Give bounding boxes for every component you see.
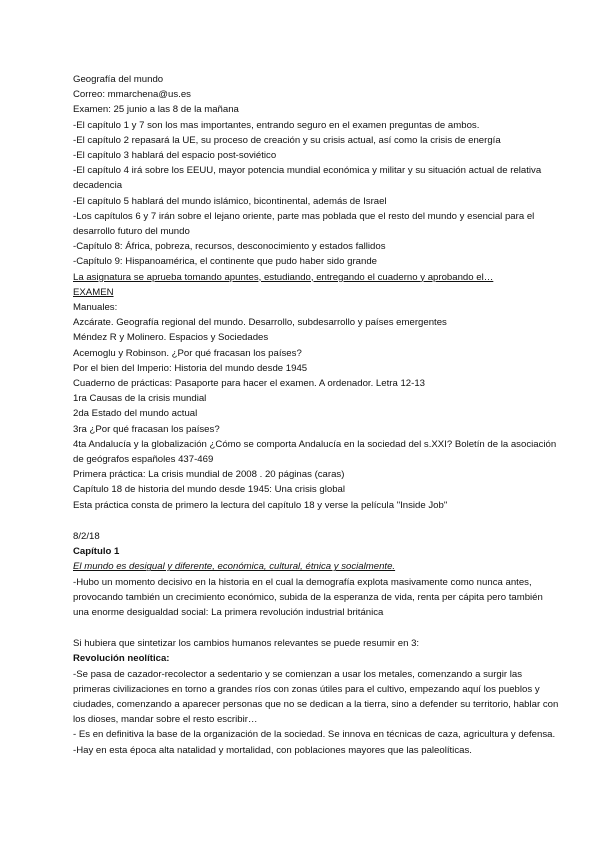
manual-item: 2da Estado del mundo actual	[73, 408, 198, 420]
chapter-list	[73, 118, 560, 270]
chapter-item: -El capítulo 2 repasará la UE, su proceso de creación y su crisis actual, así como la crisis de energía	[73, 134, 501, 146]
manual-item: Capítulo 18 de historia del mundo desde 1945: Una crisis global	[73, 484, 345, 496]
manual-item: Por el bien del Imperio: Historia del mundo desde 1945	[73, 362, 308, 374]
neolithic-point: - Es en definitiva la base de la organización de la sociedad. Se innova en técnicas de caza, agricultura y defensa.	[73, 729, 556, 741]
chapter-item: -Capítulo 9: Hispanoamérica, el continente que pudo haber sido grande	[73, 256, 378, 268]
neolithic-point: -Se pasa de cazador-recolector a sedentario y se comienzan a usar los metales, comenzando a surgir las primeras civilizaciones en torno a grandes ríos con zonas útiles para el cultivo, empezando aquí los pueblos y ciudades, comenzando a aparecer personas que no se dedican a la tierra, sino a defender su territorio, hablar con los dioses, mandar sobre el resto escribir…	[73, 668, 559, 726]
email-line: Correo: mmarchena@us.es	[73, 89, 191, 101]
approval-note-exam: EXAMEN	[73, 286, 114, 298]
intro-paragraph: -Hubo un momento decisivo en la historia en el cual la demografía explota masivamente como nunca antes, provocando también un crecimiento económico, subida de la esperanza de vida, renta per cápita pero también una enorme desigualdad social: La primera revolución industrial británica	[73, 576, 543, 618]
exam-line: Examen: 25 junio a las 8 de la mañana	[73, 104, 239, 116]
manual-item: Cuaderno de prácticas: Pasaporte para hacer el examen. A ordenador. Letra 12-13	[73, 378, 425, 390]
manual-item: 1ra Causas de la crisis mundial	[73, 393, 207, 405]
chapter-item: -El capítulo 5 hablará del mundo islámico, bicontinental, además de Israel	[73, 195, 387, 207]
approval-note: La asignatura se aprueba tomando apuntes, estudiando, entregando el cuaderno y aprobando el…	[73, 271, 494, 283]
course-title: Geografía del mundo	[73, 74, 164, 85]
chapter-heading: Capítulo 1	[73, 546, 120, 558]
chapter-item: -El capítulo 3 hablará del espacio post-soviético	[73, 150, 277, 162]
chapter-item: -Capítulo 8: África, pobreza, recursos, desconocimiento y estados fallidos	[73, 241, 386, 253]
manual-item: Esta práctica consta de primero la lectura del capítulo 18 y verse la película "Inside Job"	[73, 499, 448, 511]
chapter-subtitle: El mundo es desigual y diferente, económica, cultural, étnica y socialmente.	[73, 561, 396, 573]
chapter-item: -El capítulo 1 y 7 son los mas importantes, entrando seguro en el examen preguntas de ambos.	[73, 119, 480, 131]
section-gap	[73, 620, 560, 636]
manual-item: Méndez R y Molinero. Espacios y Sociedades	[73, 332, 269, 344]
manual-item: Azcárate. Geografía regional del mundo. Desarrollo, subdesarrollo y países emergentes	[73, 317, 447, 329]
summary-line: Si hubiera que sintetizar los cambios humanos relevantes se puede resumir en 3:	[73, 638, 420, 650]
section-gap	[73, 513, 560, 529]
manual-item: Primera práctica: La crisis mundial de 2008 . 20 páginas (caras)	[73, 469, 345, 481]
section-title: Revolución neolítica:	[73, 653, 170, 665]
manual-item: 3ra ¿Por qué fracasan los países?	[73, 423, 220, 435]
neolithic-point: -Hay en esta época alta natalidad y mortalidad, con poblaciones mayores que las paleolíticas.	[73, 744, 472, 756]
session-date: 8/2/18	[73, 530, 100, 542]
manuals-heading: Manuales:	[73, 302, 118, 314]
chapter-item: -Los capítulos 6 y 7 irán sobre el lejano oriente, parte mas poblada que el resto del mundo y esencial para el desarrollo futuro del mundo	[73, 210, 535, 238]
chapter-item: -El capítulo 4 irá sobre los EEUU, mayor potencia mundial económica y militar y su situación actual de relativa decadencia	[73, 165, 542, 192]
manuals-list	[73, 315, 560, 513]
manual-item: 4ta Andalucía y la globalización ¿Cómo se comporta Andalucía en la sociedad del s.XXI? Boletín de la asociación de geógrafos españoles 437-469	[73, 438, 557, 466]
manual-item: Acemoglu y Robinson. ¿Por qué fracasan los países?	[73, 347, 302, 359]
